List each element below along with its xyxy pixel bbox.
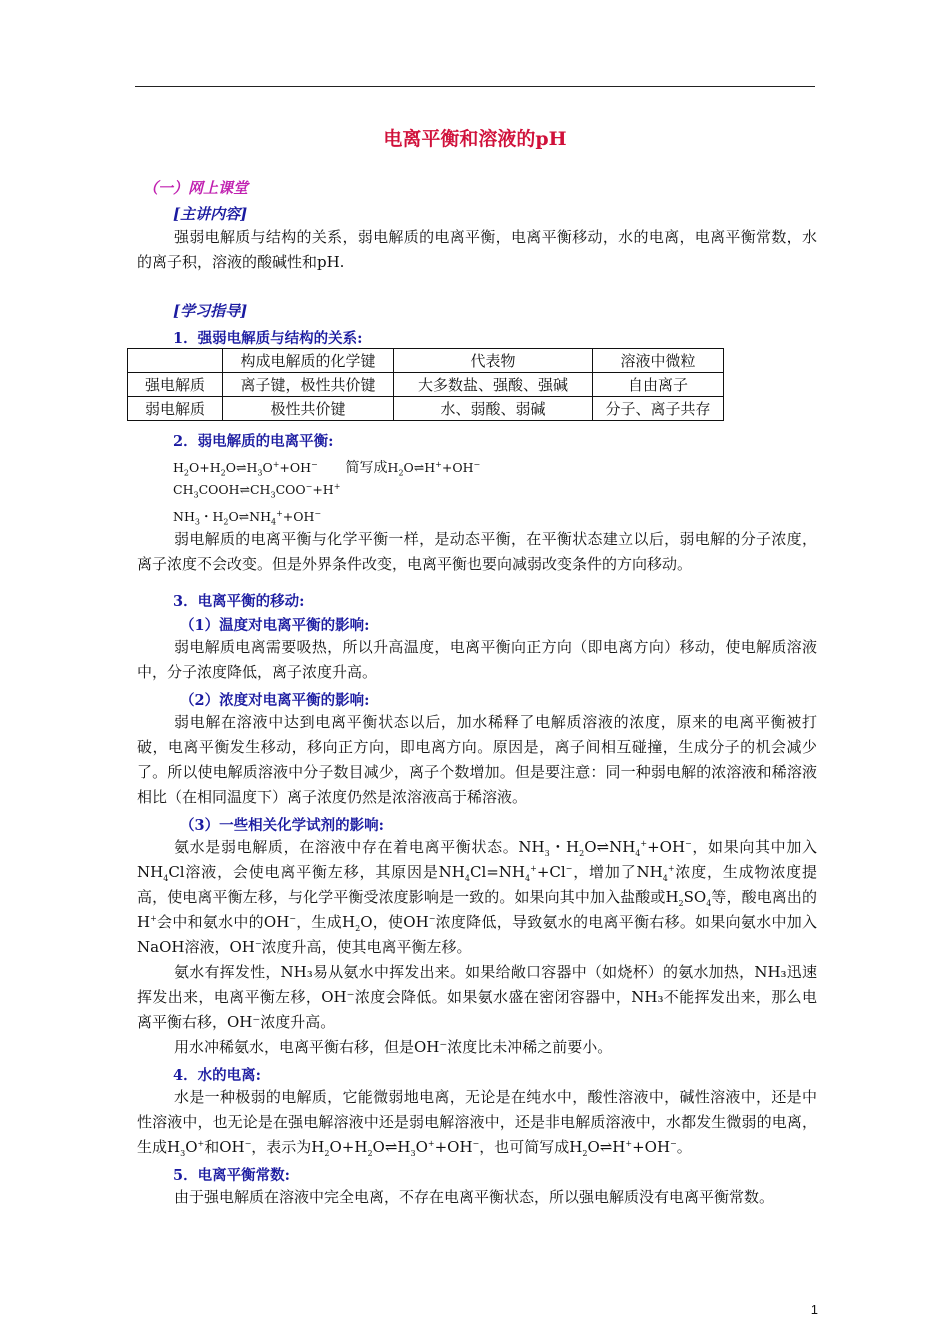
heading-5: 5．电离平衡常数: <box>173 1167 290 1184</box>
electrolyte-table <box>127 348 724 421</box>
paragraph-3-3a: 氨水是弱电解质，在溶液中存在着电离平衡状态。$NH_3$・$H_2O\rightleftharpoons NH_4^++OH^-$，如果向其中加入$NH_4Cl$溶液，会使电离平衡左移，其原因是$NH_4Cl=NH_4^++Cl^-$，增加了$NH_4^+$浓度，生成物浓度提高，使电离平衡左移，与化学平衡受浓度影响是一致的。如果向其中加入盐酸或$H_2SO_4$等，酸电离出的H+会中和氨水中的OH−，生成$H_2O$，使OH−浓度降低，导致氨水的电离平衡右移。如果向氨水中加入NaOH溶液，OH−浓度升高，使其电离平衡左移。 <box>137 838 817 956</box>
table-cell: 水、弱酸、弱碱 <box>394 397 593 421</box>
table-row <box>128 397 724 421</box>
paragraph-3-3c: 用水冲稀氨水，电离平衡右移，但是OH⁻浓度比未冲稀之前要小。 <box>174 1038 613 1056</box>
paragraph-3-1: 弱电解质电离需要吸热，所以升高温度，电离平衡向正方向（即电离方向）移动，使电解质溶液中，分子浓度降低，离子浓度升高。 <box>137 638 817 681</box>
heading-3-1: （1）温度对电离平衡的影响: <box>180 617 370 634</box>
table-header-row <box>128 349 724 373</box>
paragraph-3-2: 弱电解在溶液中达到电离平衡状态以后，加水稀释了电解质溶液的浓度，原来的电离平衡被打破，电离平衡发生移动，移向正方向，即电离方向。原因是，离子间相互碰撞，生成分子的机会减少了。所以使电解质溶液中分子数目减少，离子个数增加。但是要注意：同一种弱电解的浓溶液和稀溶液相比（在相同温度下）离子浓度仍然是浓溶液高于稀溶液。 <box>137 713 817 806</box>
paragraph-3-3b: 氨水有挥发性，NH₃易从氨水中挥发出来。如果给敞口容器中（如烧杯）的氨水加热，NH₃迅速挥发出来，电离平衡左移，OH⁻浓度会降低。如果氨水盛在密闭容器中，NH₃不能挥发出来，那么电离平衡右移，OH⁻浓度升高。 <box>137 963 817 1031</box>
table-cell: 分子、离子共存 <box>593 397 724 421</box>
table-row <box>128 373 724 397</box>
table-cell: 极性共价键 <box>223 397 394 421</box>
main-content-label: [主讲内容] <box>173 205 248 223</box>
heading-3: 3．电离平衡的移动: <box>173 593 305 610</box>
table-cell: 自由离子 <box>593 373 724 397</box>
header-rule <box>135 86 815 87</box>
table-cell: 弱电解质 <box>128 397 223 421</box>
table-cell: 强电解质 <box>128 373 223 397</box>
page-title: 电离平衡和溶液的pH <box>383 128 567 150</box>
table-cell: 代表物 <box>394 349 593 373</box>
page-number: 1 <box>810 1302 818 1317</box>
table-cell: 大多数盐、强酸、强碱 <box>394 373 593 397</box>
table-cell <box>128 349 223 373</box>
equation-ammonia: $NH_3$・$H_2O\rightleftharpoons NH_4^++OH^-$ <box>173 508 322 527</box>
equation-acetic-acid: $CH_3COOH\rightleftharpoons CH_3COO^-+H^+$ <box>173 481 341 500</box>
section-heading: （一）网上课堂 <box>143 179 249 197</box>
table-cell: 溶液中微粒 <box>593 349 724 373</box>
paragraph-2: 弱电解质的电离平衡与化学平衡一样，是动态平衡，在平衡状态建立以后，弱电解的分子浓度，离子浓度不会改变。但是外界条件改变，电离平衡也要向减弱改变条件的方向移动。 <box>137 530 817 573</box>
equation-water: $H_2O+H_2O\rightleftharpoons H_3O^++OH^-$ 简写成$H_2O\rightleftharpoons H^++OH^-$ <box>173 459 481 478</box>
table-cell: 构成电解质的化学键 <box>223 349 394 373</box>
heading-4: 4．水的电离: <box>173 1067 261 1084</box>
study-guide-label: [学习指导] <box>173 302 248 320</box>
main-content-text: 强弱电解质与结构的关系，弱电解质的电离平衡，电离平衡移动，水的电离，电离平衡常数，水的离子积，溶液的酸碱性和pH. <box>137 228 817 271</box>
simplified-label: 简写成 <box>345 460 388 476</box>
heading-1: 1．强弱电解质与结构的关系: <box>173 330 363 347</box>
heading-3-3: （3）一些相关化学试剂的影响: <box>180 817 384 834</box>
table-cell: 离子键，极性共价键 <box>223 373 394 397</box>
heading-2: 2．弱电解质的电离平衡: <box>173 433 334 450</box>
heading-3-2: （2）浓度对电离平衡的影响: <box>180 692 370 709</box>
paragraph-5: 由于强电解质在溶液中完全电离，不存在电离平衡状态，所以强电解质没有电离平衡常数。 <box>174 1188 775 1206</box>
paragraph-4: 水是一种极弱的电解质，它能微弱地电离，无论是在纯水中，酸性溶液中，碱性溶液中，还是中性溶液中，也无论是在强电解溶液中还是弱电解溶液中，还是非电解质溶液中，水都发生微弱的电离，生成$H_3O^+$和OH−，表示为$H_2O+H_2O\rightleftharpoons H_3O^++OH^-$，也可简写成$H_2O\rightleftharpoons H^++OH^-$。 <box>137 1088 817 1158</box>
